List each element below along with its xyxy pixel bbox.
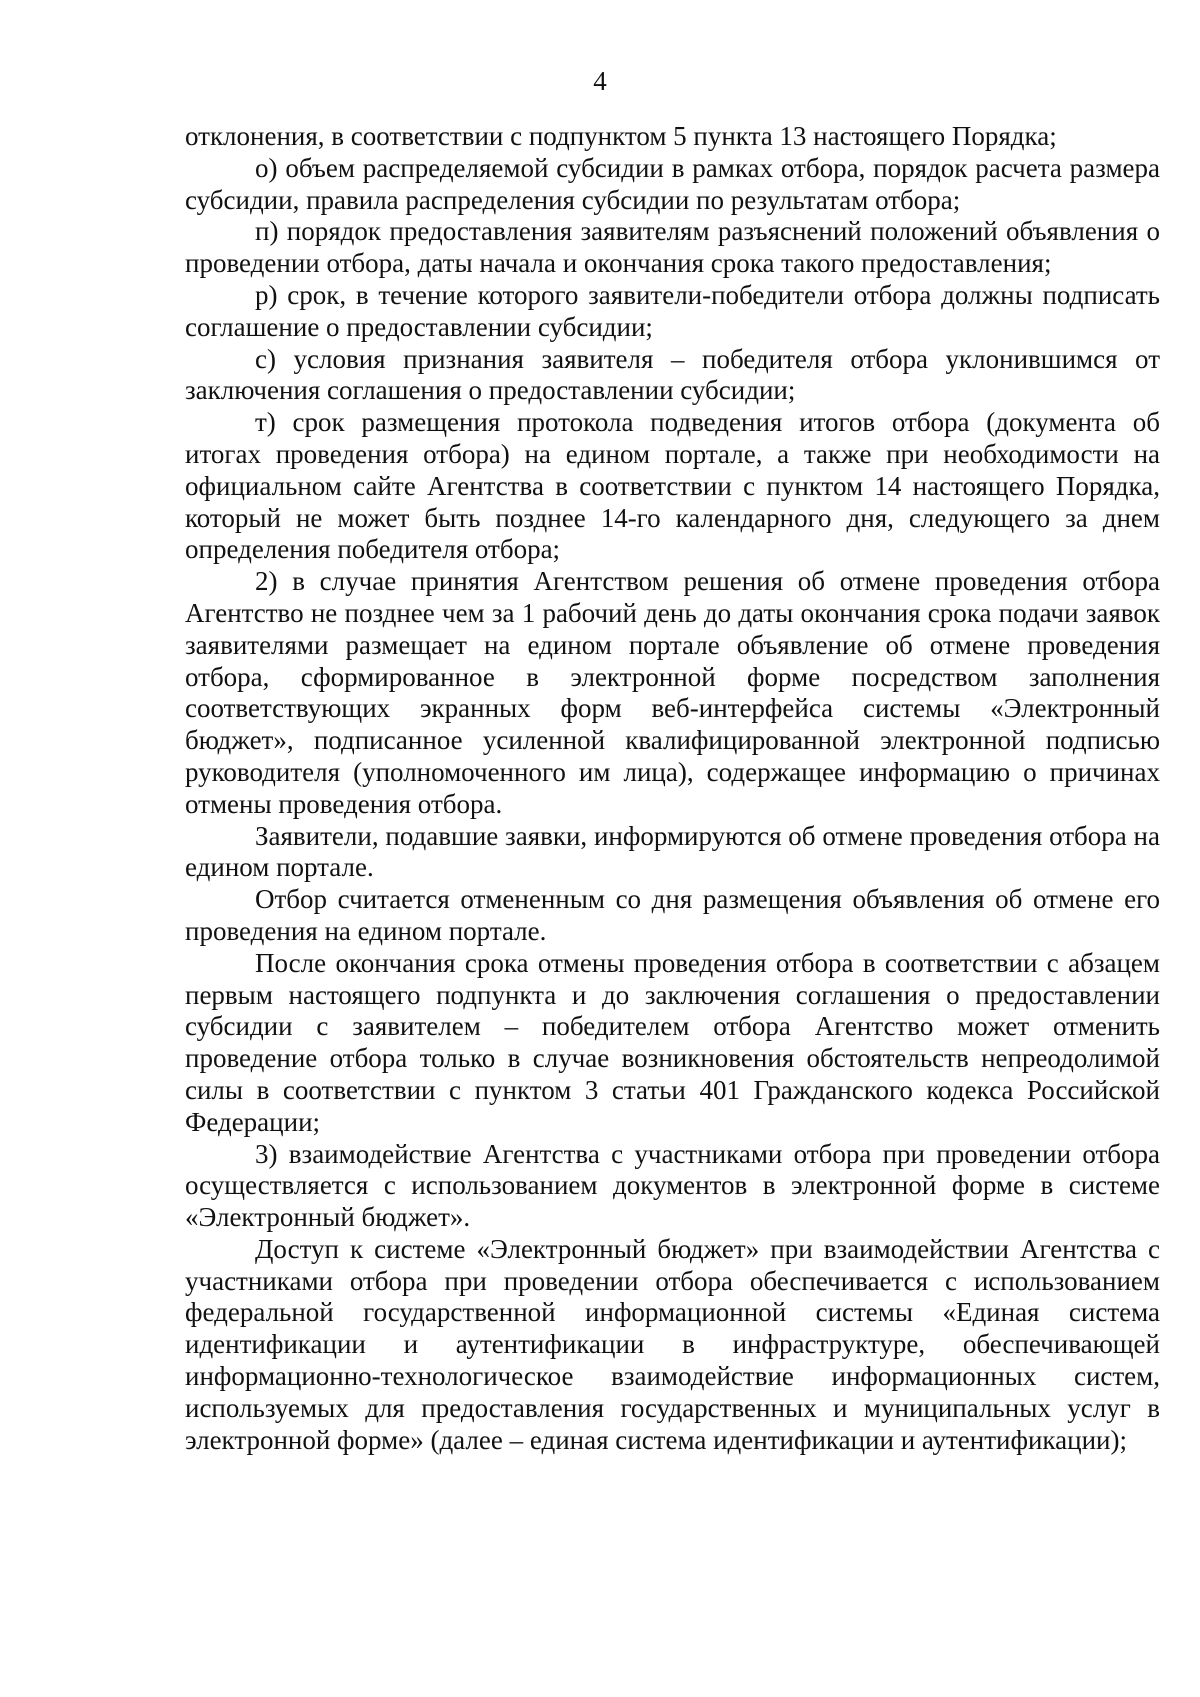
paragraph-item-t: т) срок размещения протокола подведения итогов отбора (документа об итогах проведения отбора) на едином портале, а также при необходимости на официальном сайте Агентства в соответствии с пунктом 14 настоящего Порядка, который не может быть позднее 14-го календарного дня, следующего за днем определения победителя отбора; (185, 407, 1160, 565)
document-body (185, 121, 1160, 1456)
paragraph: отклонения, в соответствии с подпунктом 5 пункта 13 настоящего Порядка; (185, 121, 1057, 151)
paragraph-item-p: п) порядок предоставления заявителям разъяснений положений объявления о проведении отбора, даты начала и окончания срока такого предоставления; (185, 216, 1160, 279)
paragraph-item-r: р) срок, в течение которого заявители-победители отбора должны подписать соглашение о предоставлении субсидии; (185, 279, 1160, 342)
paragraph-item-3: 3) взаимодействие Агентства с участниками отбора при проведении отбора осуществляется с использованием документов в электронной форме в системе «Электронный бюджет». (185, 1138, 1160, 1233)
paragraph-item-o: о) объем распределяемой субсидии в рамках отбора, порядок расчета размера субсидии, правила распределения субсидии по результатам отбора; (185, 152, 1160, 215)
paragraph: Доступ к системе «Электронный бюджет» при взаимодействии Агентства с участниками отбора при проведении отбора обеспечивается с использованием федеральной государственной информационной системы «Единая система идентификации и аутентификации в инфраструктуре, обеспечивающей информационно-технологическое взаимодействие информационных систем, используемых для предоставления государственных и муниципальных услуг в электронной форме» (далее – единая система идентификации и аутентификации); (185, 1233, 1160, 1455)
paragraph: Отбор считается отмененным со дня размещения объявления об отмене его проведения на едином портале. (185, 884, 1160, 946)
paragraph: Заявители, подавшие заявки, информируются об отмене проведения отбора на едином портале. (185, 820, 1160, 883)
page-number: 4 (593, 66, 607, 96)
paragraph: После окончания срока отмены проведения отбора в соответствии с абзацем первым настоящего подпункта и до заключения соглашения о предоставлении субсидии с заявителем – победителем отбора Агентство может отменить проведение отбора только в случае возникновения обстоятельств непреодолимой силы в соответствии с пунктом 3 статьи 401 Гражданского кодекса Российской Федерации; (185, 947, 1160, 1137)
paragraph-item-2: 2) в случае принятия Агентством решения об отмене проведения отбора Агентство не позднее чем за 1 рабочий день до даты окончания срока подачи заявок заявителями размещает на едином портале объявление об отмене проведения отбора, сформированное в электронной форме посредством заполнения соответствующих экранных форм веб-интерфейса системы «Электронный бюджет», подписанное усиленной квалифицированной электронной подписью руководителя (уполномоченного им лица), содержащее информацию о причинах отмены проведения отбора. (185, 566, 1160, 819)
paragraph-item-s: с) условия признания заявителя – победителя отбора уклонившимся от заключения соглашения о предоставлении субсидии; (185, 343, 1160, 406)
